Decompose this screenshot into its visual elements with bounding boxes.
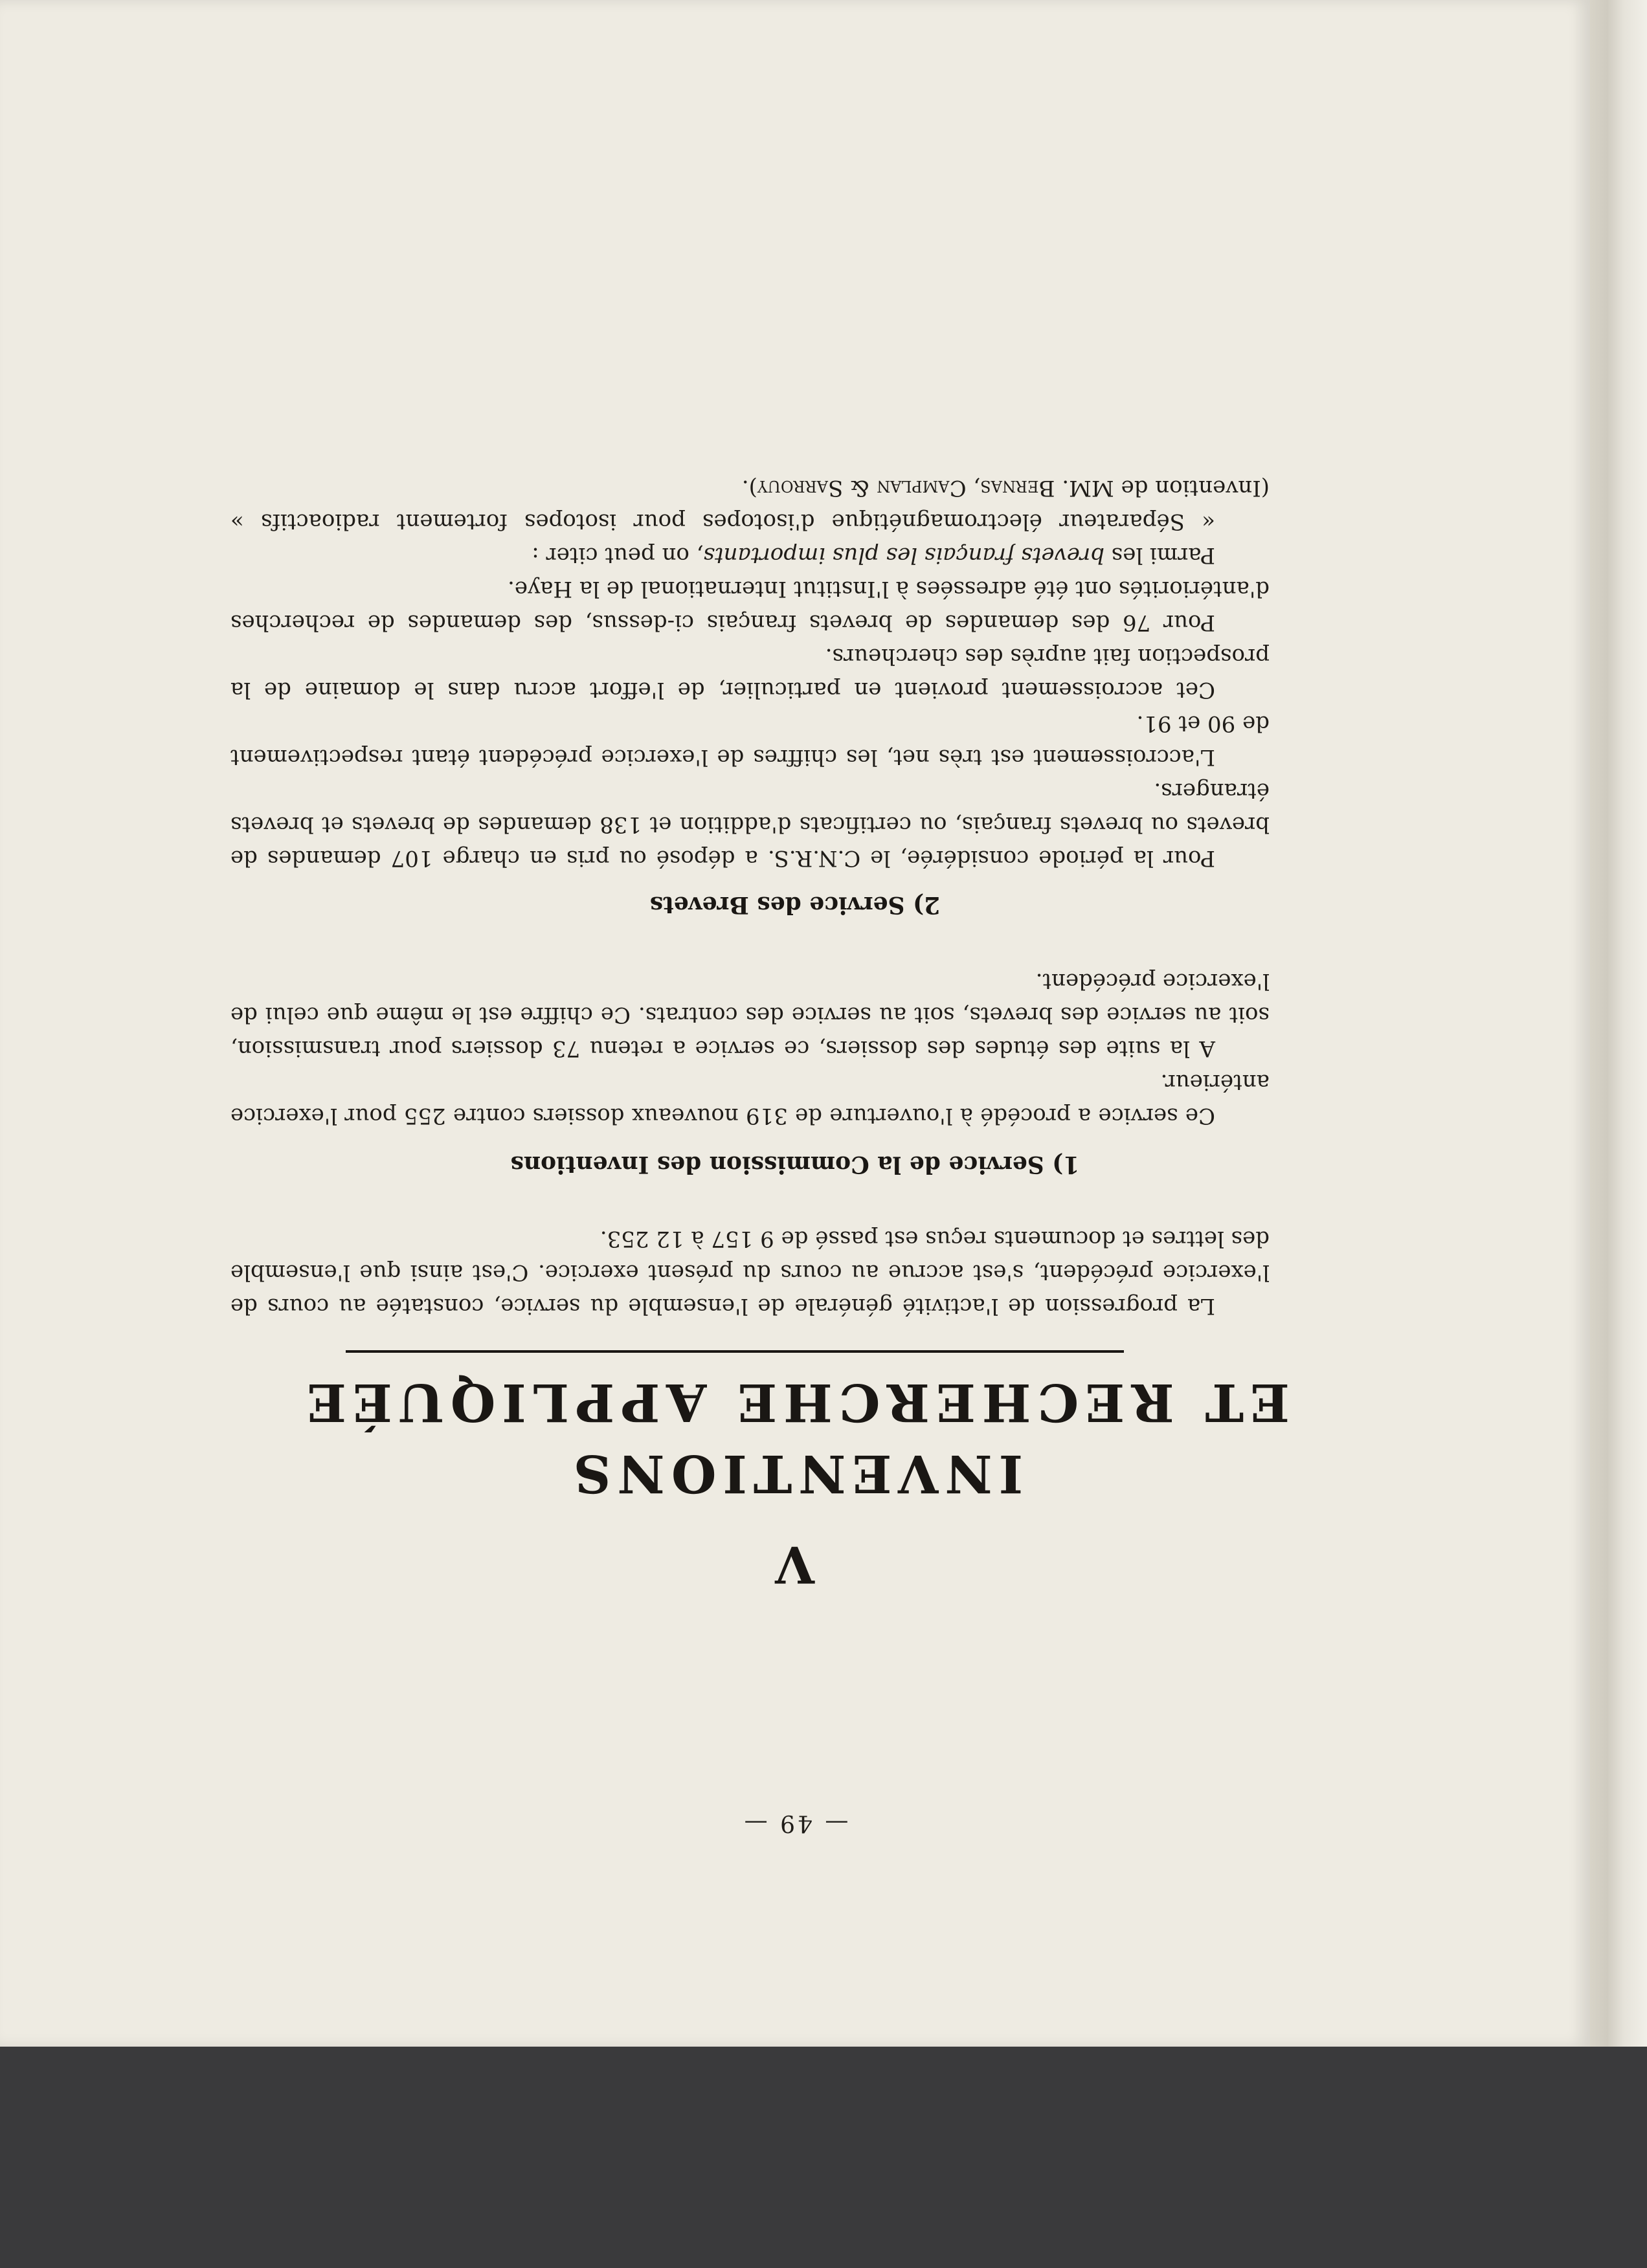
brevets-intro-text: Parmi les [1104,542,1215,568]
section-1-heading: 1) Service de la Commission des Inventions [510,1151,1080,1178]
patent-citation-inventors: Bernas, Camplan & Sarrouy [757,475,1055,501]
chapter-title-rule [346,1350,1124,1353]
section-1-paragraph-2: A la suite des études des dossiers, ce service a retenu 73 dossiers pour transmission, soit au service des brevets, soit au service des contrats. Ce chiffre est le même que celui de l'exercice précédent. [230,968,1270,1062]
brevets-italic-text: brevets français les plus importants [703,542,1104,568]
section-1-paragraph-1: Ce service a procédé à l'ouverture de 319 nouveaux dossiers contre 255 pour l'exercice antérieur. [230,1069,1270,1129]
section-2-paragraph-4: Pour 76 des demandes de brevets français ci-dessus, des demandes de recherches d'antériorités ont été adressées à l'Institut International de la Haye. [230,576,1270,636]
patent-citation [230,471,1270,539]
chapter-number: V [775,1535,815,1594]
chapter-title-line-2: ET RECHERCHE APPLIQUÉE [300,1372,1290,1433]
patent-citation-suffix: ). [741,475,757,501]
section-1-body [230,964,1270,1133]
chapter-title [0,1367,1590,1509]
section-2-body [230,471,1270,875]
patent-citation-title: « Séparateur électromagnétique d'isotopes pour isotopes fortement radioactifs » [230,509,1215,535]
paper-edge [1590,0,1647,2047]
patent-citation-prefix: (Invention de MM. [1055,475,1270,501]
page-number: — 49 — [741,1810,849,1836]
section-2-paragraph-1: Pour la période considérée, le C.N.R.S. a déposé ou pris en charge 107 demandes de brevets ou brevets français, ou certificats d'addition et 138 demandes de brevets et brevets étrangers. [230,778,1270,871]
section-2-heading: 2) Service des Brevets [649,891,941,918]
intro-block [230,1222,1270,1323]
section-2-paragraph-3: Cet accroissement provient en particulier, de l'effort accru dans le domaine de la prospection fait auprès des chercheurs. [230,643,1270,703]
brevets-intro-end: , on peut citer : [532,542,704,568]
section-2-paragraph-2: L'accroissement est très net, les chiffres de l'exercice précédent étant respectivement de 90 et 91. [230,711,1270,770]
intro-paragraph: La progression de l'activité générale de l'ensemble du service, constatée au cours de l'exercice précédent, s'est accrue au cours du présent exercice. C'est ainsi que l'ensemble des lettres et documents reçus est passé de 9 157 à 12 253. [230,1226,1270,1319]
section-2-paragraph-5 [230,539,1270,572]
chapter-title-line-1: INVENTIONS [566,1443,1024,1504]
